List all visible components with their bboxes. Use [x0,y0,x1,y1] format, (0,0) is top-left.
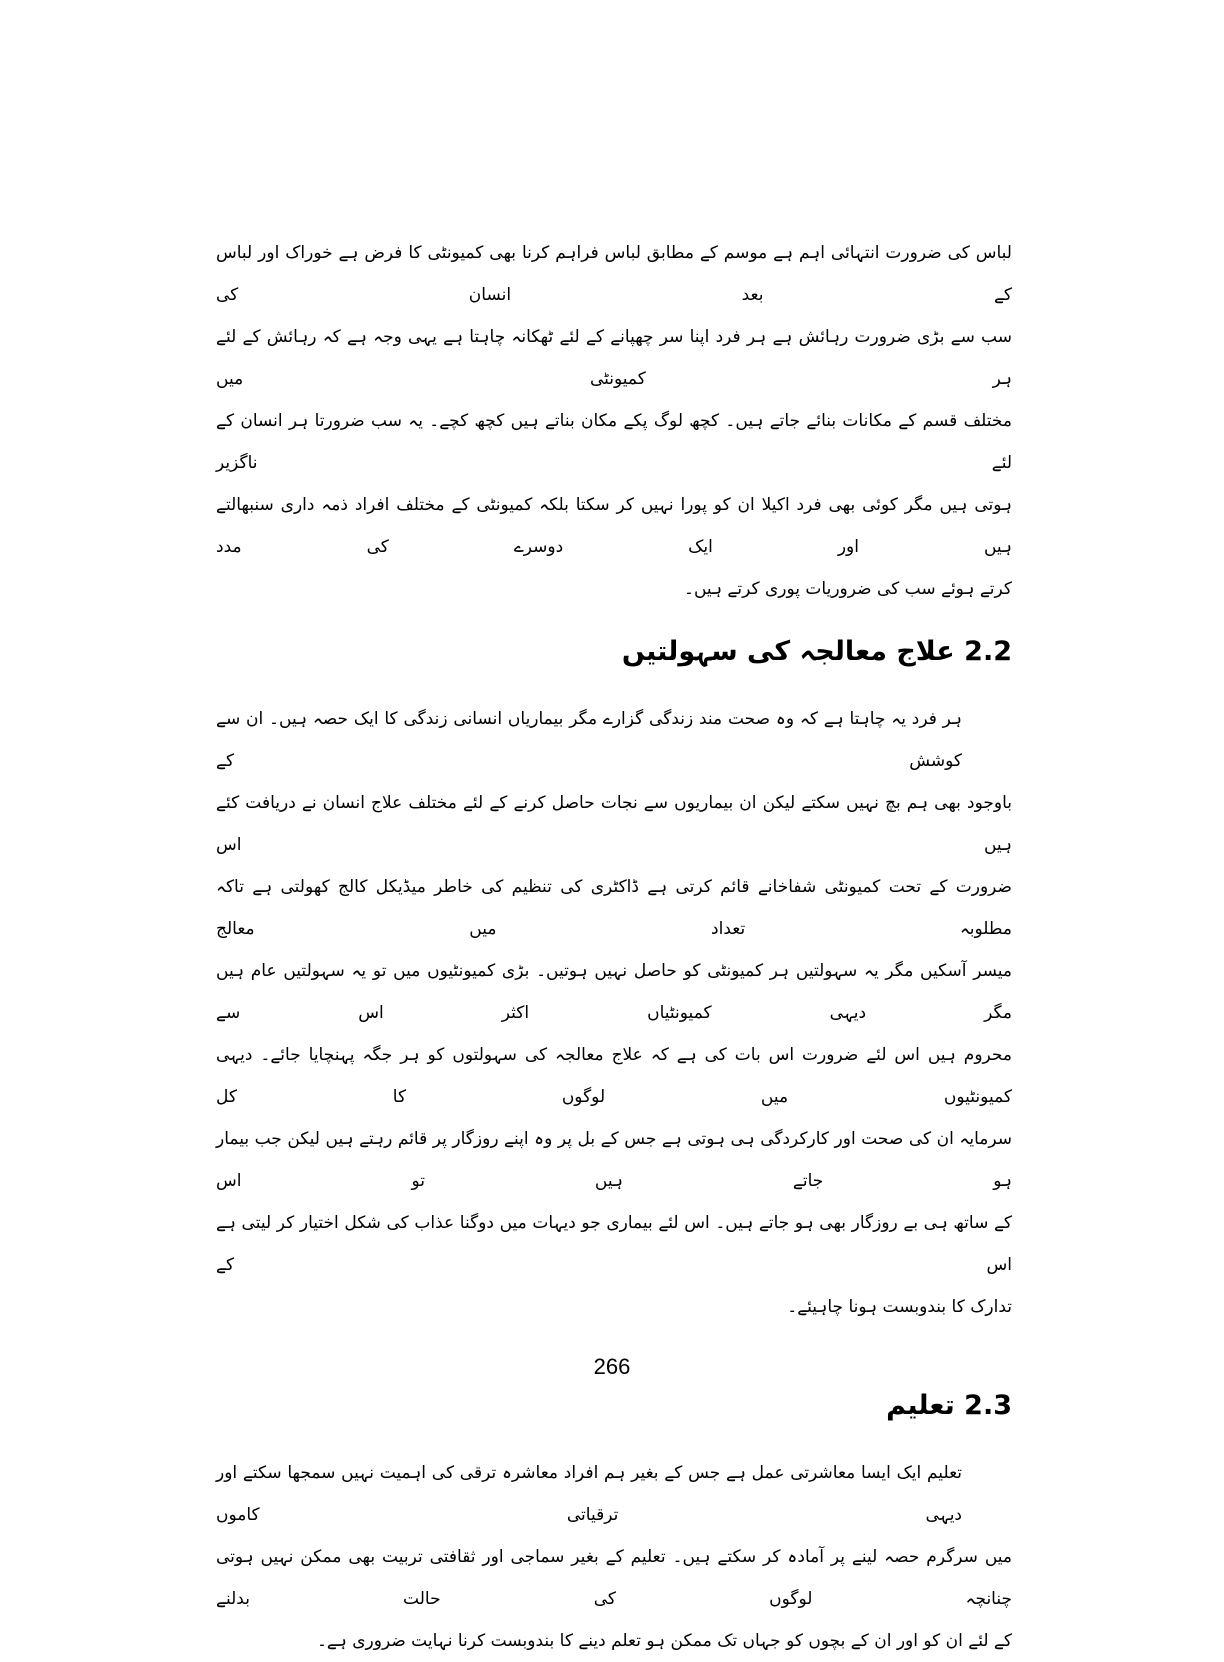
text-line: مختلف قسم کے مکانات بنائے جاتے ہیں۔ کچھ لوگ پکے مکان بناتے ہیں کچھ کچے۔ یہ سب ضرورتا ہر انسان کے لئے ناگزیر [216,411,1012,473]
text-line: محروم ہیں اس لئے ضرورت اس بات کی ہے کہ علاج معالجہ کی سہولتوں کو ہر جگہ پہنچایا جائے۔ دیہی کمیونٹیوں میں لوگوں کا کل [216,1045,1012,1107]
page-content [216,232,1012,1662]
text-line: میں سرگرم حصہ لینے پر آمادہ کر سکتے ہیں۔ تعلیم کے بغیر سماجی اور ثقافتی تربیت بھی ممکن نہیں ہوتی چنانچہ لوگوں کی حالت بدلنے [216,1547,1012,1609]
text-line: کے لئے ان کو اور ان کے بچوں کو جہاں تک ممکن ہو تعلم دینے کا بندوبست کرنا نہایت ضروری ہے۔ [316,1631,1012,1651]
text-line: سب سے بڑی ضرورت رہائش ہے ہر فرد اپنا سر چھپانے کے لئے ٹھکانہ چاہتا ہے یہی وجہ ہے کہ رہائش کے لئے ہر کمیونٹی میں [216,327,1012,389]
text-line: لباس کی ضرورت انتہائی اہم ہے موسم کے مطابق لباس فراہم کرنا بھی کمیونٹی کا فرض ہے خوراک اور لباس کے بعد انسان کی [216,243,1012,305]
text-line: تدارک کا بندوبست ہونا چاہیئے۔ [787,1297,1012,1317]
text-line: تعلیم ایک ایسا معاشرتی عمل ہے جس کے بغیر ہم افراد معاشرہ ترقی کی اہمیت نہیں سمجھا سکتے اور دیہی ترقیاتی کاموں [216,1463,962,1525]
text-line: ہوتی ہیں مگر کوئی بھی فرد اکیلا ان کو پورا نہیں کر سکتا بلکہ کمیونٹی کے مختلف افراد ذمہ داری سنبھالتے ہیں اور ایک دوسرے کی مدد [216,495,1012,557]
paragraph-medical-facilities [216,698,1012,1328]
paragraph-clothing-housing [216,232,1012,610]
section-heading-2-2: 2.2 علاج معالجہ کی سہولتیں [621,636,1012,667]
text-line: باوجود بھی ہم بچ نہیں سکتے لیکن ان بیماریوں سے نجات حاصل کرنے کے لئے مختلف علاج انسان نے دریافت کئے ہیں اس [216,793,1012,855]
section-heading-2-3: 2.3 تعلیم [886,1390,1012,1421]
text-line: ہر فرد یہ چاہتا ہے کہ وہ صحت مند زندگی گزارے مگر بیماریاں انسانی زندگی کا ایک حصہ ہیں۔ ان سے کوشش کے [216,709,962,771]
text-line: میسر آسکیں مگر یہ سہولتیں ہر کمیونٹی کو حاصل نہیں ہوتیں۔ بڑی کمیونٹیوں میں تو یہ سہولتیں عام ہیں مگر دیہی کمیونٹیاں اکثر اس سے [216,961,1012,1023]
text-line: کے ساتھ ہی بے روزگار بھی ہو جاتے ہیں۔ اس لئے بیماری جو دیہات میں دوگنا عذاب کی شکل اختیار کر لیتی ہے اس کے [216,1213,1012,1275]
paragraph-education [216,1452,1012,1662]
text-line: کرتے ہوئے سب کی ضروریات پوری کرتے ہیں۔ [684,579,1012,599]
text-line: سرمایہ ان کی صحت اور کارکردگی ہی ہوتی ہے جس کے بل پر وہ اپنے روزگار پر قائم رہتے ہیں لیکن جب بیمار ہو جاتے ہیں تو اس [216,1129,1012,1191]
text-line: ضرورت کے تحت کمیونٹی شفاخانے قائم کرتی ہے ڈاکٹری کی تنظیم کی خاطر میڈیکل کالج کھولتی ہے تاکہ مطلوبہ تعداد میں معالج [216,877,1012,939]
page-number: 266 [593,1354,631,1379]
